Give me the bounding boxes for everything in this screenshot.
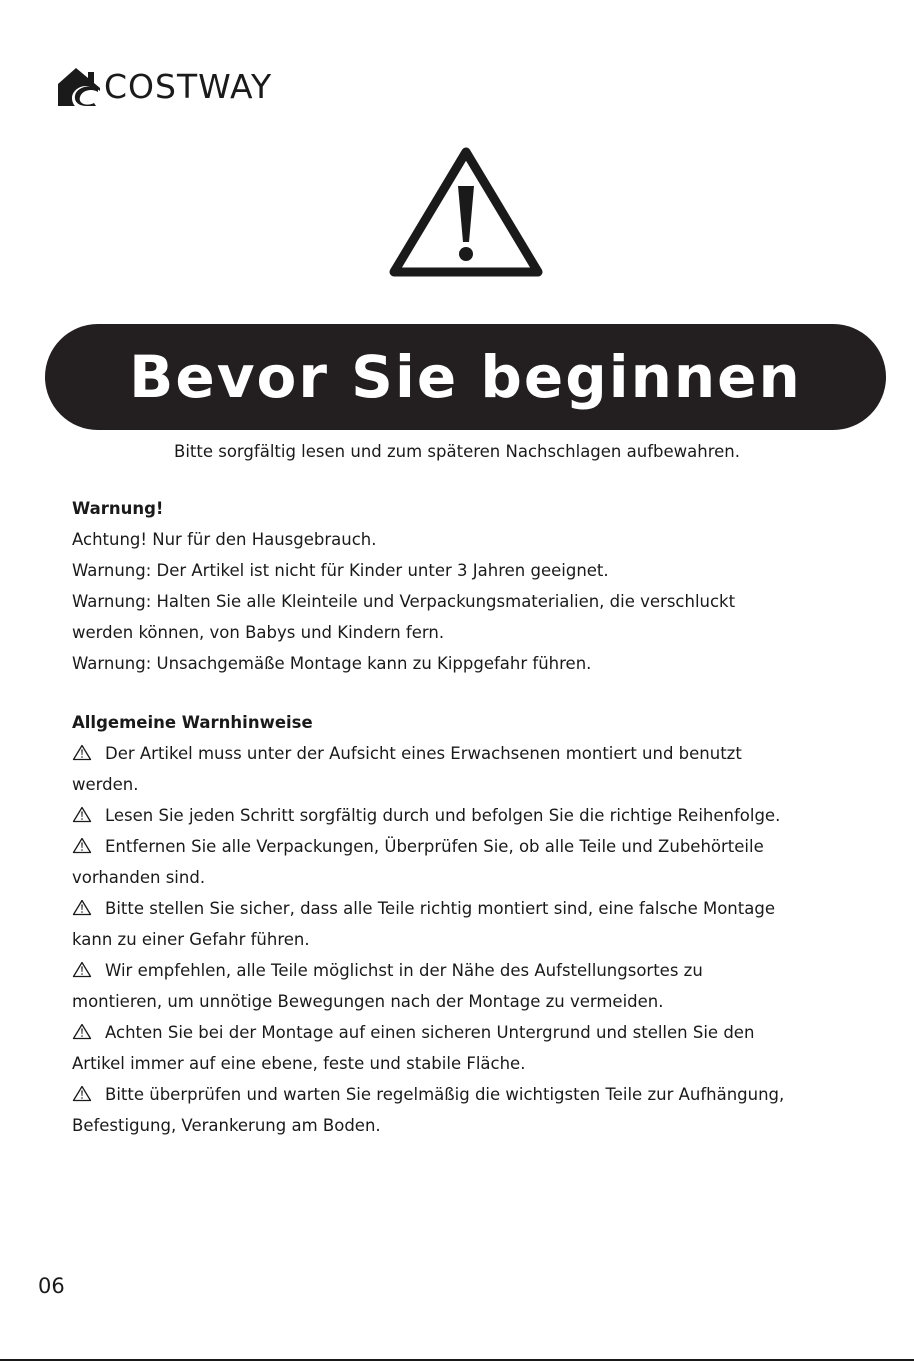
- list-item-text: Bitte stellen Sie sicher, dass alle Teile richtig montiert sind, eine falsche Montage: [105, 899, 775, 918]
- list-item-continuation: montieren, um unnötige Bewegungen nach der Montage zu vermeiden.: [72, 992, 664, 1011]
- warnings-section: [72, 497, 862, 683]
- subtitle: Bitte sorgfältig lesen und zum späteren Nachschlagen aufbewahren.: [174, 442, 740, 461]
- list-item: [72, 804, 862, 835]
- list-item-text: Achten Sie bei der Montage auf einen sicheren Untergrund und stellen Sie den: [105, 1023, 755, 1042]
- small-warning-triangle-icon: [72, 1085, 92, 1102]
- list-item: [72, 742, 862, 773]
- list-item-text: Entfernen Sie alle Verpackungen, Überprüfen Sie, ob alle Teile und Zubehörteile: [105, 837, 764, 856]
- warning-line: werden können, von Babys und Kindern fern.: [72, 623, 445, 642]
- warning-triangle-icon: [388, 146, 544, 278]
- warning-line: Warnung: Halten Sie alle Kleinteile und Verpackungsmaterialien, die verschluckt: [72, 592, 736, 611]
- list-item-text: Bitte überprüfen und warten Sie regelmäßig die wichtigsten Teile zur Aufhängung,: [105, 1085, 785, 1104]
- list-item: [72, 897, 862, 928]
- list-item: [72, 835, 862, 866]
- list-item-continuation: werden.: [72, 775, 139, 794]
- small-warning-triangle-icon: [72, 961, 92, 978]
- list-item-continuation: Befestigung, Verankerung am Boden.: [72, 1116, 381, 1135]
- small-warning-triangle-icon: [72, 899, 92, 916]
- warning-line: Warnung: Der Artikel ist nicht für Kinder unter 3 Jahren geeignet.: [72, 561, 609, 580]
- general-warnings-section: [72, 711, 862, 1145]
- bottom-divider: [0, 1359, 914, 1361]
- list-item: [72, 1083, 862, 1114]
- list-item-continuation: kann zu einer Gefahr führen.: [72, 930, 310, 949]
- small-warning-triangle-icon: [72, 1023, 92, 1040]
- list-item-continuation: vorhanden sind.: [72, 868, 206, 887]
- list-item-continuation: Artikel immer auf eine ebene, feste und stabile Fläche.: [72, 1054, 526, 1073]
- list-item-text: Lesen Sie jeden Schritt sorgfältig durch und befolgen Sie die richtige Reihenfolge.: [105, 806, 781, 825]
- section-banner: [45, 324, 886, 430]
- page-number: 06: [38, 1274, 65, 1298]
- warning-line: Warnung: Unsachgemäße Montage kann zu Kippgefahr führen.: [72, 654, 592, 673]
- list-item-text: Der Artikel muss unter der Aufsicht eines Erwachsenen montiert und benutzt: [105, 744, 742, 763]
- house-c-logo-icon: [56, 66, 100, 106]
- brand-name: COSTWAY: [104, 66, 273, 106]
- warnings-heading: Warnung!: [72, 499, 164, 518]
- list-item: [72, 1021, 862, 1052]
- small-warning-triangle-icon: [72, 837, 92, 854]
- general-warnings-heading: Allgemeine Warnhinweise: [72, 713, 313, 732]
- list-item: [72, 959, 862, 990]
- list-item-text: Wir empfehlen, alle Teile möglichst in der Nähe des Aufstellungsortes zu: [105, 961, 703, 980]
- banner-title: Bevor Sie beginnen: [129, 343, 802, 411]
- warning-line: Achtung! Nur für den Hausgebrauch.: [72, 530, 377, 549]
- brand-logo: [56, 64, 272, 108]
- small-warning-triangle-icon: [72, 744, 92, 761]
- small-warning-triangle-icon: [72, 806, 92, 823]
